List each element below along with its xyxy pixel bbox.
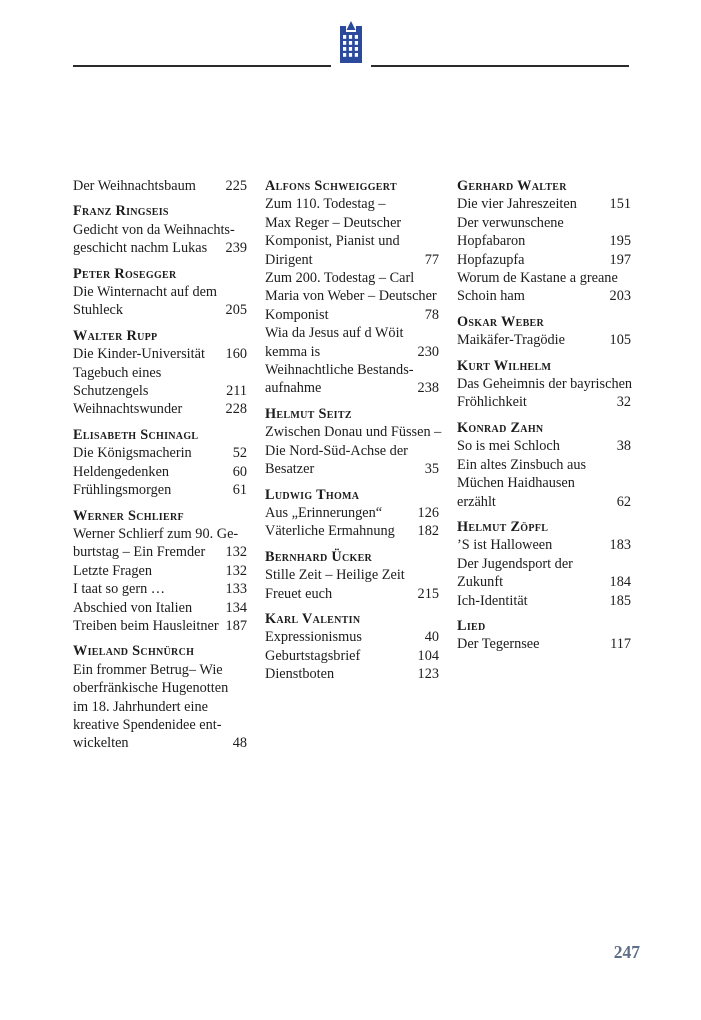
toc-entry-line xyxy=(265,361,439,379)
entry-page-number: 123 xyxy=(417,666,439,683)
toc-entry-line xyxy=(73,617,247,635)
entry-page-number: 61 xyxy=(232,482,247,499)
toc-entry xyxy=(73,463,247,481)
entry-title-line: Fröhlichkeit xyxy=(457,394,527,411)
entry-page-number: 211 xyxy=(226,383,247,400)
toc-entry xyxy=(73,364,247,401)
entry-title-line: ’S ist Halloween xyxy=(457,537,553,554)
toc-entry-line xyxy=(73,543,247,561)
author-heading: Kurt Wilhelm xyxy=(457,357,552,374)
entry-title-line: Letzte Fragen xyxy=(73,562,152,579)
entry-title-line: Heldengedenken xyxy=(73,463,170,480)
entry-title-line: Wia da Jesus auf d Wöit xyxy=(265,325,404,342)
toc-entry xyxy=(457,195,631,213)
entry-page-number: 117 xyxy=(610,636,631,653)
entry-page-number: 215 xyxy=(417,585,439,602)
toc-entry-line xyxy=(265,232,439,250)
entry-title-line: Väterliche Ermahnung xyxy=(265,523,395,540)
entry-page-number: 203 xyxy=(609,288,631,305)
entry-title-line: Treiben beim Hausleitner xyxy=(73,617,219,634)
toc-entry-line xyxy=(457,287,631,305)
entry-title-line: oberfränkische Hugenotten xyxy=(73,680,229,697)
toc-entry xyxy=(457,536,631,554)
toc-entry-line xyxy=(265,324,439,342)
toc-entry-line xyxy=(457,592,631,610)
tower-logo-icon xyxy=(336,21,366,63)
entry-title-line: Stille Zeit – Heilige Zeit xyxy=(265,567,405,584)
entry-page-number: 195 xyxy=(609,233,631,250)
toc-column-3 xyxy=(457,177,631,753)
toc-entry-line xyxy=(73,177,247,195)
entry-title-line: Frühlingsmorgen xyxy=(73,482,172,499)
toc-entry xyxy=(73,481,247,499)
author-heading: Gerhard Walter xyxy=(457,178,567,194)
toc-entry-line xyxy=(73,481,247,499)
toc-entry-line xyxy=(265,665,439,683)
entry-page-number: 105 xyxy=(609,332,631,349)
toc-entry-line xyxy=(457,437,631,455)
author-heading: Peter Rosegger xyxy=(73,265,177,282)
entry-page-number: 77 xyxy=(424,251,439,268)
entry-title-line: Komponist xyxy=(265,306,329,323)
toc-entry-line xyxy=(457,251,631,269)
author-heading: Alfons Schweiggert xyxy=(265,178,397,194)
entry-title-line: Weihnachtliche Bestands- xyxy=(265,362,414,379)
toc-entry-line xyxy=(73,580,247,598)
entry-title-line: Ich-Identität xyxy=(457,592,528,609)
entry-page-number: 32 xyxy=(616,394,631,411)
toc-entry-line xyxy=(73,239,247,257)
entry-title-line: Maria von Weber – Deutscher xyxy=(265,288,437,305)
toc-entry xyxy=(457,555,631,592)
toc-entry-line xyxy=(265,647,439,665)
entry-page-number: 126 xyxy=(417,504,439,521)
entry-title-line: Werner Schlierf zum 90. Ge- xyxy=(73,525,239,542)
entry-page-number: 187 xyxy=(225,617,247,634)
entry-title-line: Stuhleck xyxy=(73,302,124,319)
toc-entry xyxy=(457,635,631,653)
toc-entry-line xyxy=(73,679,247,697)
toc-entry-line xyxy=(457,573,631,591)
entry-title-line: Müchen Haidhausen xyxy=(457,475,575,492)
toc-entry-line xyxy=(265,269,439,287)
entry-page-number: 62 xyxy=(616,493,631,510)
toc-entry-line xyxy=(73,734,247,752)
entry-title-line: Hopfazupfa xyxy=(457,251,525,268)
toc-entry-line xyxy=(73,463,247,481)
entry-title-line: Schoin ham xyxy=(457,288,525,305)
entry-title-line: Dirigent xyxy=(265,251,313,268)
toc-entry-line xyxy=(73,283,247,301)
entry-title-line: Der verwunschene xyxy=(457,214,564,231)
entry-page-number: 132 xyxy=(225,562,247,579)
toc-entry-line xyxy=(265,585,439,603)
entry-title-line: Hopfabaron xyxy=(457,233,526,250)
entry-page-number: 160 xyxy=(225,346,247,363)
entry-title-line: Die vier Jahreszeiten xyxy=(457,196,577,213)
toc-entry xyxy=(265,504,439,522)
entry-title-line: Der Weihnachtsbaum xyxy=(73,178,196,194)
header-rule-left xyxy=(73,65,331,67)
entry-title-line: Abschied von Italien xyxy=(73,599,193,616)
toc-entry xyxy=(73,661,247,753)
toc-entry-line xyxy=(265,522,439,540)
toc-entry-line xyxy=(73,382,247,400)
entry-page-number: 38 xyxy=(616,438,631,455)
header-rule-right xyxy=(371,65,629,67)
author-heading: Helmut Zöpfl xyxy=(457,518,549,535)
toc-entry xyxy=(265,195,439,269)
entry-page-number: 133 xyxy=(225,581,247,598)
toc-entry-line xyxy=(457,232,631,250)
toc-entry xyxy=(73,177,247,195)
toc-entry-line xyxy=(265,423,442,441)
entry-title-line: wickelten xyxy=(73,735,129,752)
toc-entry-line xyxy=(457,536,631,554)
toc-entry xyxy=(457,214,631,251)
toc-entry xyxy=(457,331,631,349)
toc-entry xyxy=(73,283,247,320)
toc-entry-line xyxy=(265,628,439,646)
toc-entry xyxy=(457,375,631,412)
toc-entry xyxy=(73,345,247,363)
entry-page-number: 35 xyxy=(424,461,439,478)
toc-columns xyxy=(73,177,631,753)
entry-title-line: Geburtstagsbrief xyxy=(265,647,361,664)
toc-entry-line xyxy=(457,393,631,411)
toc-entry xyxy=(73,525,247,562)
entry-page-number: 205 xyxy=(225,302,247,319)
entry-title-line: Zwischen Donau und Füssen – xyxy=(265,424,442,441)
entry-title-line: Ein frommer Betrug– Wie xyxy=(73,661,223,678)
author-heading: Lied xyxy=(457,617,486,634)
toc-entry-line xyxy=(457,195,631,213)
entry-page-number: 60 xyxy=(232,463,247,480)
entry-page-number: 183 xyxy=(609,537,631,554)
author-heading: Ludwig Thoma xyxy=(265,486,360,503)
entry-title-line: Weihnachtswunder xyxy=(73,401,183,418)
toc-entry xyxy=(457,251,631,269)
toc-entry xyxy=(73,580,247,598)
entry-title-line: Max Reger – Deutscher xyxy=(265,214,402,231)
toc-entry-line xyxy=(265,566,439,584)
entry-title-line: So is mei Schloch xyxy=(457,438,560,455)
entry-title-line: Der Tegernsee xyxy=(457,636,540,653)
author-heading: Bernhard Ücker xyxy=(265,548,373,565)
toc-entry xyxy=(457,592,631,610)
toc-entry-line xyxy=(457,474,631,492)
entry-page-number: 151 xyxy=(609,196,631,213)
entry-title-line: Der Jugendsport der xyxy=(457,555,573,572)
entry-title-line: Die Winternacht auf dem xyxy=(73,284,218,301)
toc-entry xyxy=(265,361,439,398)
toc-entry-line xyxy=(457,269,631,287)
entry-title-line: aufnahme xyxy=(265,380,322,397)
toc-entry xyxy=(265,628,439,646)
toc-entry-line xyxy=(265,306,439,324)
toc-entry-line xyxy=(73,661,247,679)
toc-column-2 xyxy=(265,177,442,753)
entry-title-line: Ein altes Zinsbuch aus xyxy=(457,456,587,473)
entry-page-number: 185 xyxy=(609,592,631,609)
toc-entry xyxy=(457,269,631,306)
entry-page-number: 48 xyxy=(232,735,247,752)
entry-title-line: geschicht nachm Lukas xyxy=(73,240,208,257)
toc-entry-line xyxy=(73,400,247,418)
entry-page-number: 104 xyxy=(417,647,439,664)
entry-title-line: Besatzer xyxy=(265,461,315,478)
toc-entry-line xyxy=(457,214,631,232)
toc-entry xyxy=(265,423,442,478)
entry-title-line: Aus „Erinnerungen“ xyxy=(265,504,383,521)
toc-entry xyxy=(265,269,439,324)
toc-entry-line xyxy=(265,195,439,213)
entry-page-number: 238 xyxy=(417,380,439,397)
author-heading: Oskar Weber xyxy=(457,313,545,330)
toc-entry-line xyxy=(265,343,439,361)
toc-entry-line xyxy=(73,716,247,734)
toc-entry-line xyxy=(73,345,247,363)
toc-entry xyxy=(457,437,631,455)
entry-page-number: 184 xyxy=(609,574,631,591)
toc-entry-line xyxy=(73,599,247,617)
author-heading: Walter Rupp xyxy=(73,327,158,344)
entry-title-line: Die Königsmacherin xyxy=(73,445,192,462)
entry-page-number: 225 xyxy=(225,178,247,194)
entry-title-line: Tagebuch eines xyxy=(73,364,162,381)
toc-entry xyxy=(265,665,439,683)
toc-entry-line xyxy=(265,460,439,478)
entry-page-number: 239 xyxy=(225,240,247,257)
toc-entry-line xyxy=(73,562,247,580)
entry-title-line: Worum de Kastane a greane xyxy=(457,270,618,287)
entry-page-number: 230 xyxy=(417,343,439,360)
author-heading: Werner Schlierf xyxy=(73,507,184,524)
entry-title-line: Komponist, Pianist und xyxy=(265,233,400,250)
toc-entry-line xyxy=(457,555,631,573)
entry-title-line: kemma is xyxy=(265,343,321,360)
toc-entry-line xyxy=(457,375,631,393)
toc-entry-line xyxy=(265,504,439,522)
entry-title-line: Schutzengels xyxy=(73,383,149,400)
toc-entry-line xyxy=(73,525,247,543)
toc-entry xyxy=(73,400,247,418)
entry-title-line: im 18. Jahrhundert eine xyxy=(73,698,208,715)
entry-page-number: 182 xyxy=(417,523,439,540)
page-number: 247 xyxy=(613,942,640,962)
toc-entry-line xyxy=(73,221,247,239)
entry-title-line: Die Kinder-Universität xyxy=(73,346,205,363)
toc-entry-line xyxy=(457,456,631,474)
entry-title-line: I taat so gern … xyxy=(73,581,166,598)
toc-entry xyxy=(265,324,439,361)
entry-title-line: Zukunft xyxy=(457,574,504,591)
toc-entry-line xyxy=(265,379,439,397)
author-heading: Helmut Seitz xyxy=(265,405,352,422)
toc-entry-line xyxy=(265,442,439,460)
author-heading: Karl Valentin xyxy=(265,610,361,627)
toc-entry-line xyxy=(265,287,439,305)
entry-page-number: 52 xyxy=(232,445,247,462)
toc-entry xyxy=(73,221,247,258)
entry-title-line: Expressionismus xyxy=(265,629,362,646)
entry-page-number: 132 xyxy=(225,544,247,561)
entry-title-line: burtstag – Ein Fremder xyxy=(73,544,206,561)
entry-title-line: Maikäfer-Tragödie xyxy=(457,332,565,349)
toc-entry xyxy=(73,617,247,635)
toc-entry-line xyxy=(73,444,247,462)
entry-page-number: 78 xyxy=(424,306,439,323)
entry-title-line: Die Nord-Süd-Achse der xyxy=(265,442,408,459)
entry-title-line: erzählt xyxy=(457,493,496,510)
toc-entry xyxy=(73,562,247,580)
author-heading: Franz Ringseis xyxy=(73,203,169,220)
entry-page-number: 228 xyxy=(225,401,247,418)
toc-entry-line xyxy=(457,493,631,511)
entry-title-line: Zum 200. Todestag – Carl xyxy=(265,270,415,287)
toc-entry-line xyxy=(73,364,247,382)
entry-title-line: Dienstboten xyxy=(265,666,335,683)
entry-title-line: Das Geheimnis der bayrischen xyxy=(457,376,633,393)
entry-page-number: 134 xyxy=(225,599,247,616)
toc-entry-line xyxy=(73,301,247,319)
entry-title-line: Zum 110. Todestag – xyxy=(265,196,386,213)
toc-entry xyxy=(265,522,439,540)
author-heading: Konrad Zahn xyxy=(457,419,544,436)
toc-entry xyxy=(73,599,247,617)
toc-entry-line xyxy=(73,698,247,716)
entry-title-line: kreative Spendenidee ent- xyxy=(73,716,222,733)
toc-entry xyxy=(73,444,247,462)
author-heading: Wieland Schnürch xyxy=(73,643,195,660)
entry-title-line: Gedicht von da Weihnachts- xyxy=(73,221,235,238)
toc-entry-line xyxy=(265,214,439,232)
toc-entry-line xyxy=(457,635,631,653)
toc-entry xyxy=(457,456,631,511)
entry-title-line: Freuet euch xyxy=(265,585,333,602)
entry-page-number: 40 xyxy=(424,629,439,646)
author-heading: Elisabeth Schinagl xyxy=(73,426,199,443)
toc-entry xyxy=(265,647,439,665)
entry-page-number: 197 xyxy=(609,251,631,268)
toc-entry xyxy=(265,566,439,603)
toc-column-1 xyxy=(73,177,247,753)
toc-entry-line xyxy=(457,331,631,349)
toc-entry-line xyxy=(265,251,439,269)
